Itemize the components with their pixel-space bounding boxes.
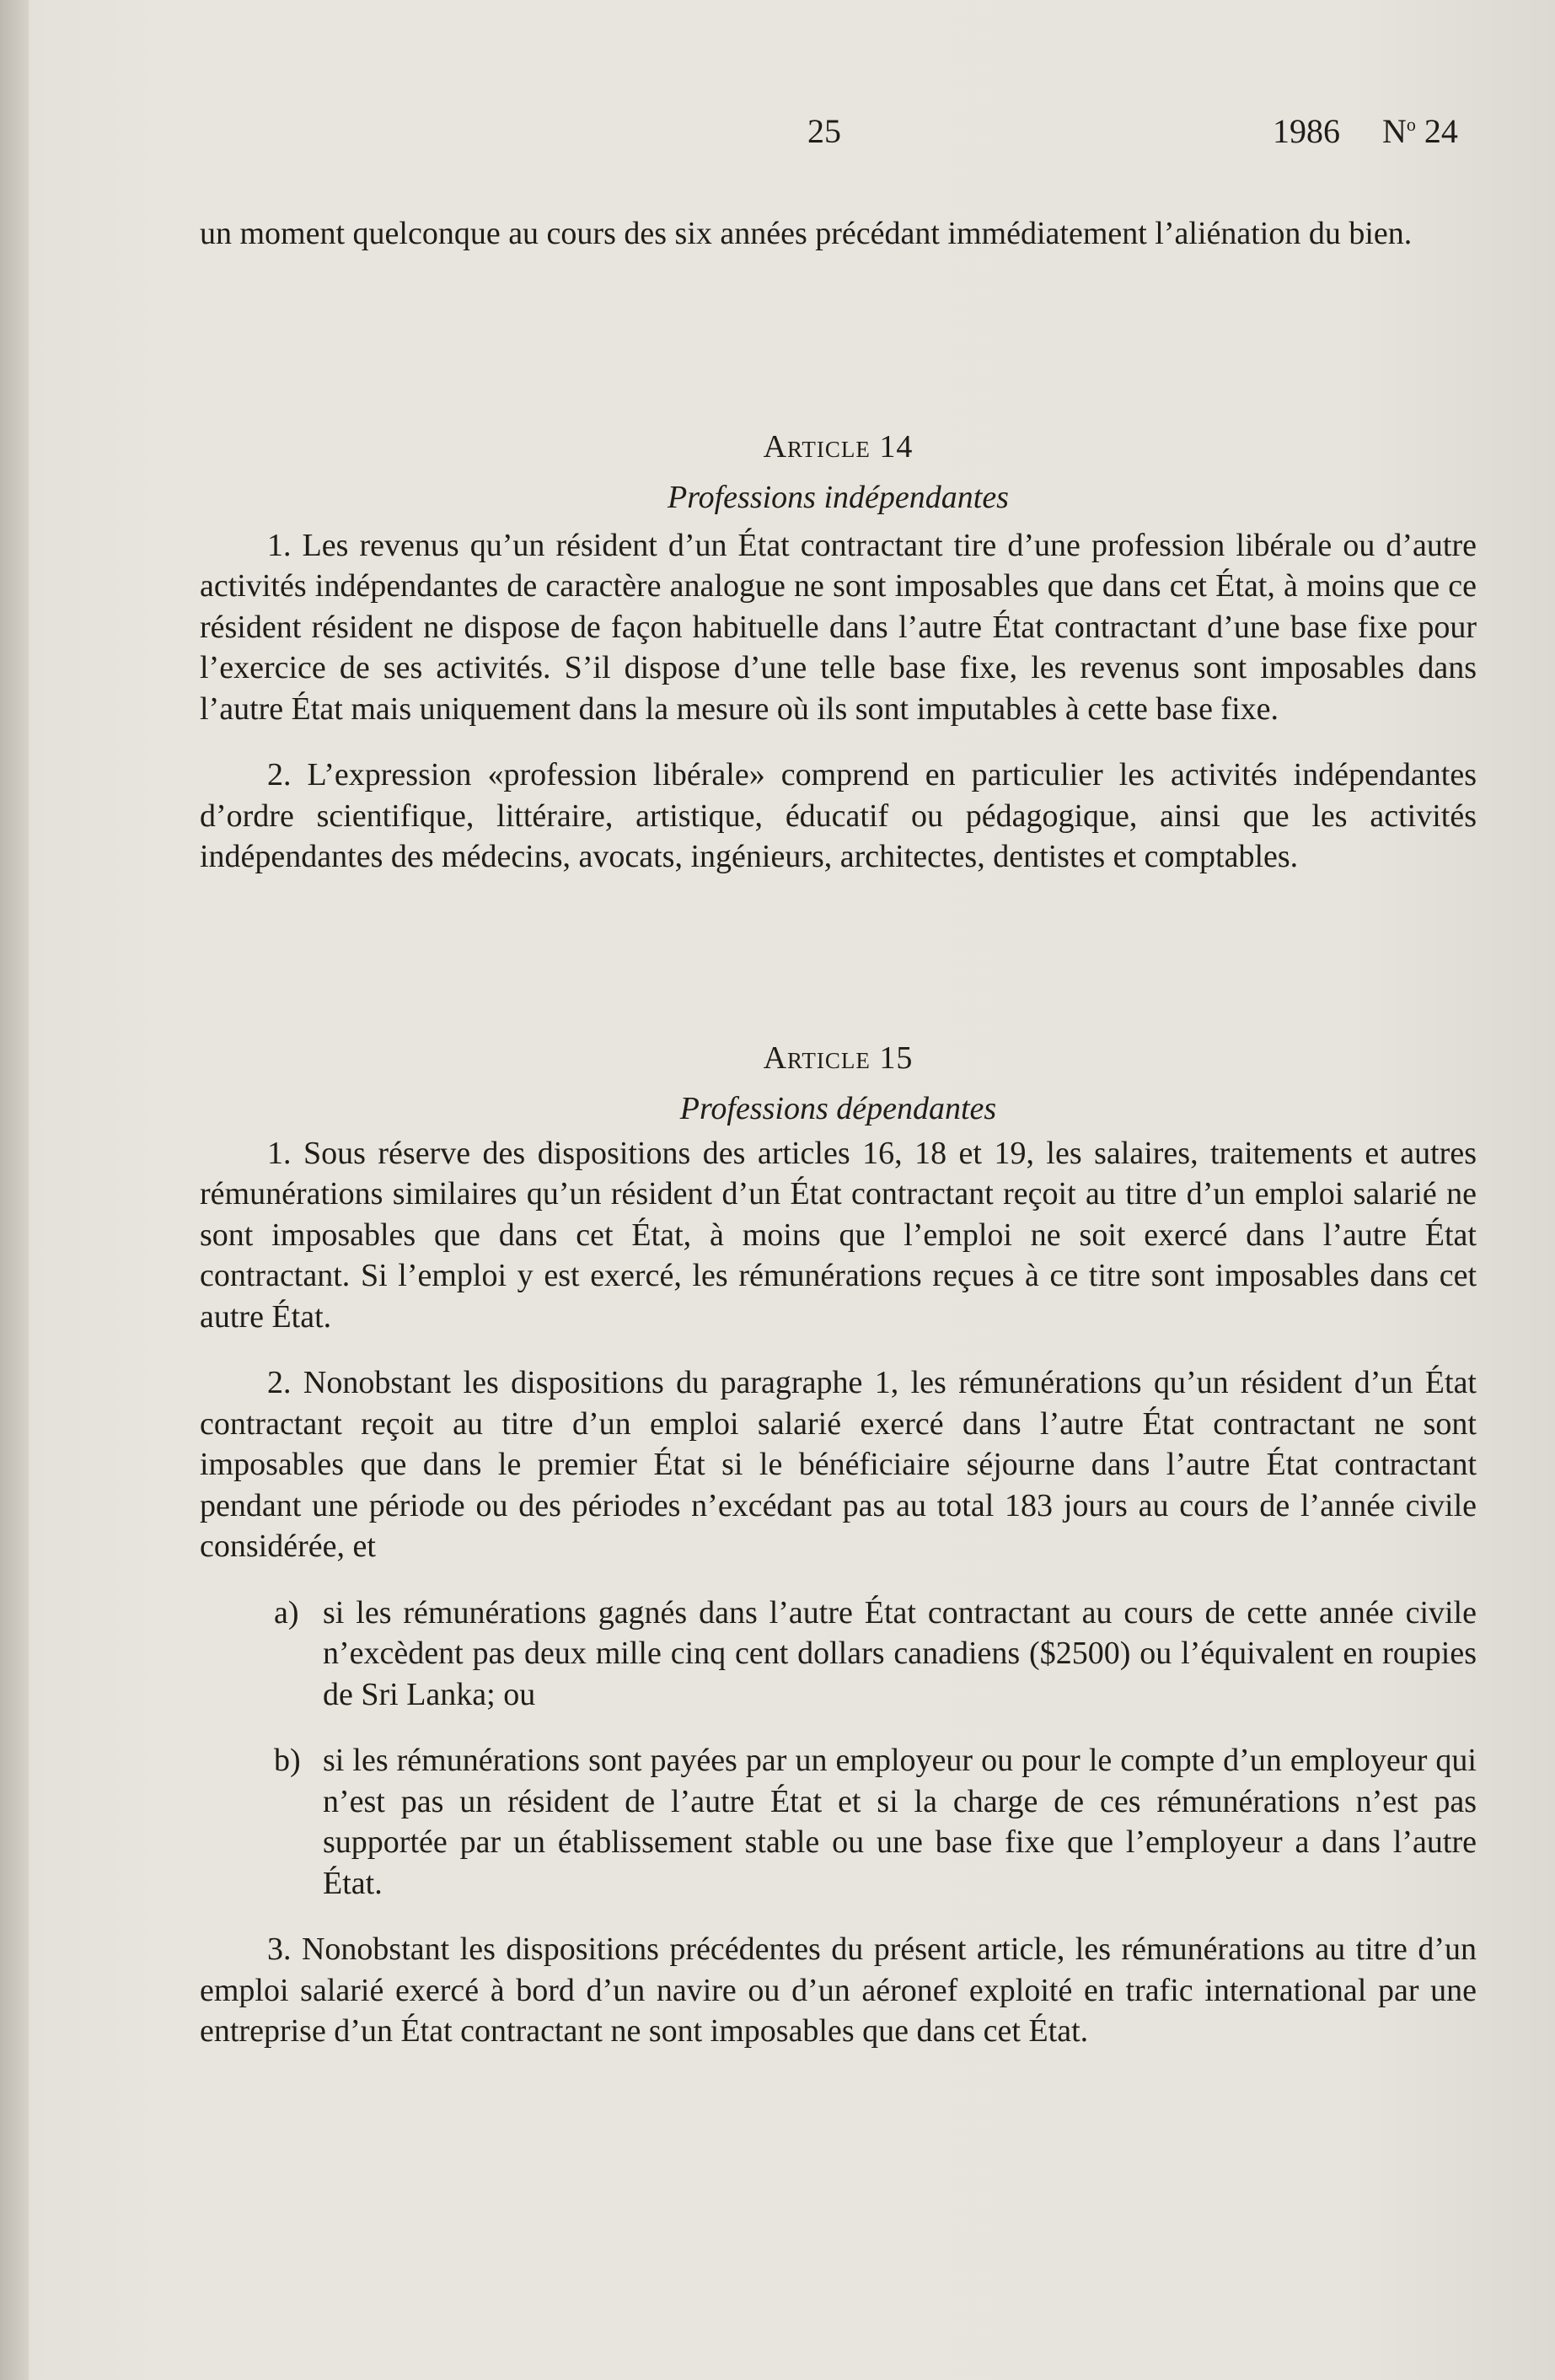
- page-header: [0, 111, 1555, 153]
- article-15-item-b: [200, 1740, 1477, 1904]
- article-15-paragraph-3: 3. Nonobstant les dispositions précédentes du présent article, les rémunérations au titre d’un emploi salarié exercé à bord d’un navire ou d’un aéronef exploité en trafic international par une entreprise d’un État contractant ne sont imposables que dans cet État.: [200, 1931, 1477, 2049]
- article-15-subtitle: Professions dépendantes: [679, 1091, 997, 1126]
- page-number: 25: [807, 112, 841, 150]
- publication-year: 1986: [1273, 112, 1340, 150]
- item-b-marker: b): [274, 1743, 301, 1778]
- article-15-item-a: [200, 1593, 1477, 1716]
- article-15-paragraph-2: 2. Nonobstant les dispositions du paragraphe 1, les rémunérations qu’un résident d’un État contractant reçoit au titre d’un emploi salarié exercé dans l’autre État contractant ne sont imposables que dans le premier État si le bénéficiaire séjourne dans l’autre État contractant pendant une période ou des périodes n’excédant pas au total 183 jours au cours de l’année civile considérée, et: [200, 1365, 1477, 1564]
- article-15-heading: [200, 1038, 1477, 1079]
- article-14-paragraph-1: 1. Les revenus qu’un résident d’un État contractant tire d’une profession libérale ou d’autre activités indépendantes de caractère analogue ne sont imposables que dans cet État, à moins que ce résident résident ne dispose de façon habituelle dans l’autre État contractant d’une base fixe pour l’exercice de ses activités. S’il dispose d’une telle base fixe, les revenus sont imposables dans l’autre État mais uniquement dans la mesure où ils sont imputables à cette base fixe.: [200, 527, 1477, 727]
- article-14-paragraph-2: 2. L’expression «profession libérale» comprend en particulier les activités indépendantes d’ordre scientifique, littéraire, artistique, éducatif ou pédagogique, ainsi que les activités indépendantes des médecins, avocats, ingénieurs, architectes, dentistes et comptables.: [200, 757, 1477, 874]
- page-binding-edge: [0, 0, 29, 2380]
- article-14-subtitle: Professions indépendantes: [668, 480, 1009, 515]
- intro-paragraph: un moment quelconque au cours des six années précédant immédiatement l’aliénation du bien.: [200, 216, 1413, 251]
- article-15-heading-text: Article 15: [763, 1040, 914, 1076]
- issue-prefix: N: [1382, 112, 1407, 150]
- article-15-paragraph-1: 1. Sous réserve des dispositions des articles 16, 18 et 19, les salaires, traitements et autres rémunérations similaires qu’un résident d’un État contractant reçoit au titre d’un emploi salarié ne sont imposables que dans cet État, à moins que l’emploi ne soit exercé dans l’autre État contractant. Si l’emploi y est exercé, les rémunérations reçues à ce titre sont imposables dans cet autre État.: [200, 1135, 1477, 1335]
- issue-degree: o: [1406, 114, 1416, 135]
- article-14-heading-text: Article 14: [763, 428, 914, 465]
- article-14-heading: [200, 427, 1477, 468]
- document-body: [200, 213, 1477, 2052]
- issue-number-label: [1382, 111, 1458, 151]
- item-a-text: si les rémunérations gagnés dans l’autre État contractant au cours de cette année civile n’excèdent pas deux mille cinq cent dollars canadiens ($2500) ou l’équivalent en roupies de Sri Lanka; ou: [323, 1594, 1477, 1712]
- issue-number: 24: [1424, 112, 1458, 150]
- item-a-marker: a): [274, 1594, 299, 1631]
- item-b-text: si les rémunérations sont payées par un employeur ou pour le compte d’un employeur qui n’est pas un résident de l’autre État et si la charge de ces rémunérations n’est pas supportée par un établissement stable ou une base fixe que l’employeur a dans l’autre État.: [323, 1743, 1477, 1901]
